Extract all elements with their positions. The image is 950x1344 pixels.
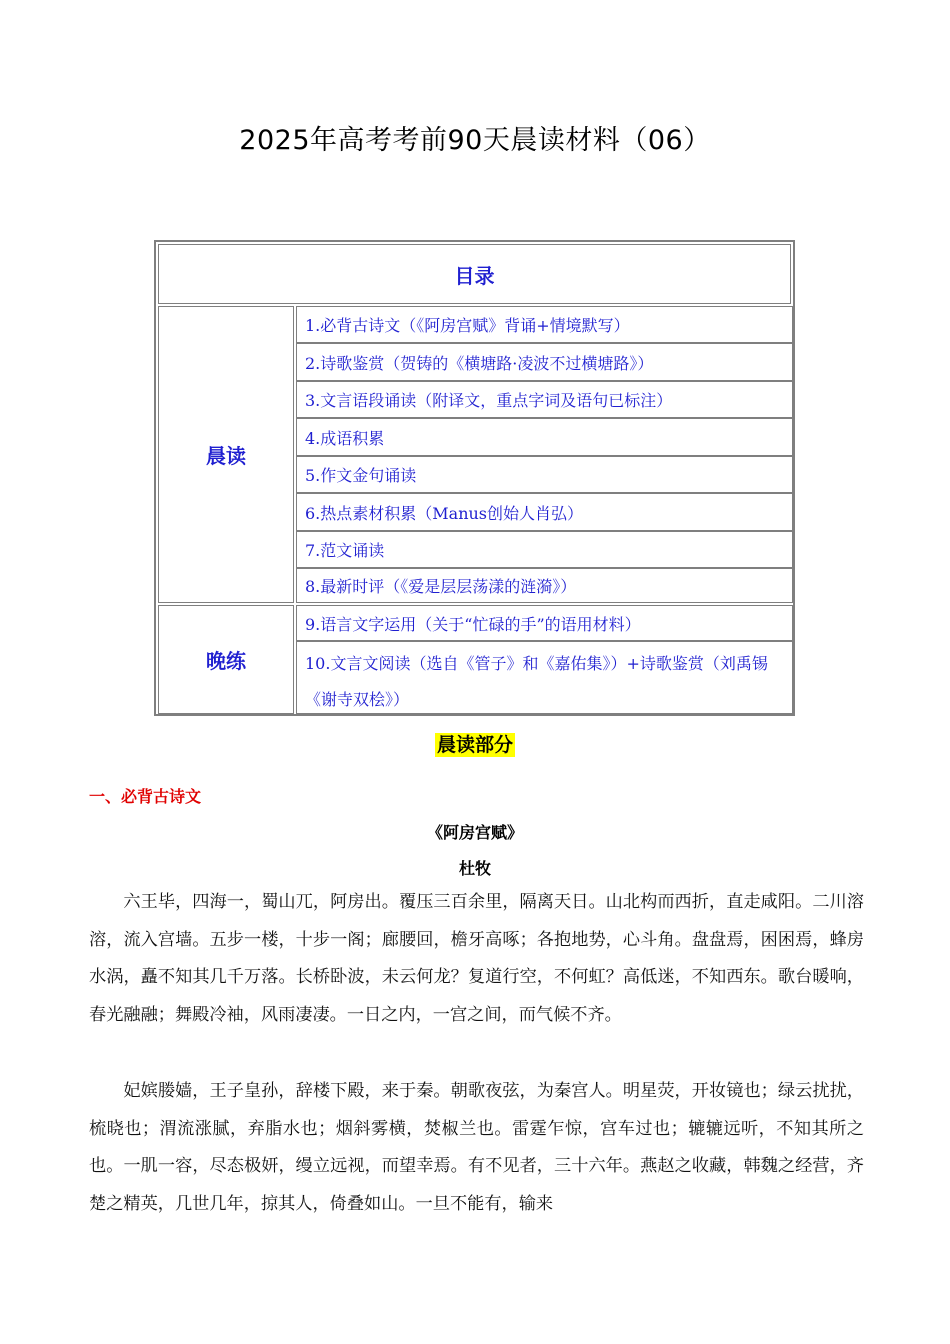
toc-item[interactable]: 7.范文诵读: [296, 531, 793, 568]
document-title: 2025年高考考前90天晨读材料（06）: [239, 125, 711, 156]
table-of-contents: [154, 240, 795, 716]
toc-item[interactable]: 3.文言语段诵读（附译文，重点字词及语句已标注）: [296, 381, 793, 418]
toc-item[interactable]: 2.诗歌鉴赏（贺铸的《横塘路·凌波不过横塘路》）: [296, 343, 793, 381]
section-banner: [0, 730, 950, 757]
poem-paragraph: 六王毕，四海一，蜀山兀，阿房出。覆压三百余里，隔离天日。山北构而西折，直走咸阳。二川溶溶，流入宫墙。五步一楼，十步一阁；廊腰回，檐牙高啄；各抱地势，心斗角。盘盘焉，困困焉，蜂房水涡，矗不知其几千万落。长桥卧波，未云何龙？复道行空，不何虹？高低迷，不知西东。歌台暖响，春光融融；舞殿冷袖，风雨凄凄。一日之内，一宫之间，而气候不齐。: [89, 892, 864, 1025]
poem-paragraph: 妃嫔媵嫱，王子皇孙，辞楼下殿，来于秦。朝歌夜弦，为秦宫人。明星荧，开妆镜也；绿云扰扰，梳晓也；渭流涨腻，弃脂水也；烟斜雾横，焚椒兰也。雷霆乍惊，宫车过也；辘辘远听，不知其所之也。一肌一容，尽态极妍，缦立远视，而望幸焉。有不见者，三十六年。燕赵之收藏，韩魏之经营，齐楚之精英，几世几年，掠其人，倚叠如山。一旦不能有，输来: [89, 1081, 864, 1214]
toc-item[interactable]: 4.成语积累: [296, 418, 793, 456]
toc-group-evening: 晚练: [158, 605, 294, 714]
poem-title: 《阿房宫赋》: [426, 823, 523, 842]
toc-item[interactable]: 6.热点素材积累（Manus创始人肖弘）: [296, 493, 793, 531]
section-heading: 一、必背古诗文: [89, 787, 202, 806]
toc-item[interactable]: 10.文言文阅读（选自《管子》和《嘉佑集》）+诗歌鉴赏（刘禹锡《谢寺双桧》）: [296, 641, 793, 714]
toc-item[interactable]: 8.最新时评（《爱是层层荡漾的涟漪》）: [296, 568, 793, 603]
toc-group-morning: 晨读: [158, 306, 294, 603]
toc-item[interactable]: 1.必背古诗文（《阿房宫赋》背诵+情境默写）: [296, 306, 793, 343]
toc-item[interactable]: 9.语言文字运用（关于“忙碌的手”的语用材料）: [296, 605, 793, 641]
poem-author: 杜牧: [458, 859, 491, 878]
section-banner-text: 晨读部分: [436, 734, 513, 756]
toc-item[interactable]: 5.作文金句诵读: [296, 456, 793, 493]
toc-header: 目录: [158, 244, 791, 304]
